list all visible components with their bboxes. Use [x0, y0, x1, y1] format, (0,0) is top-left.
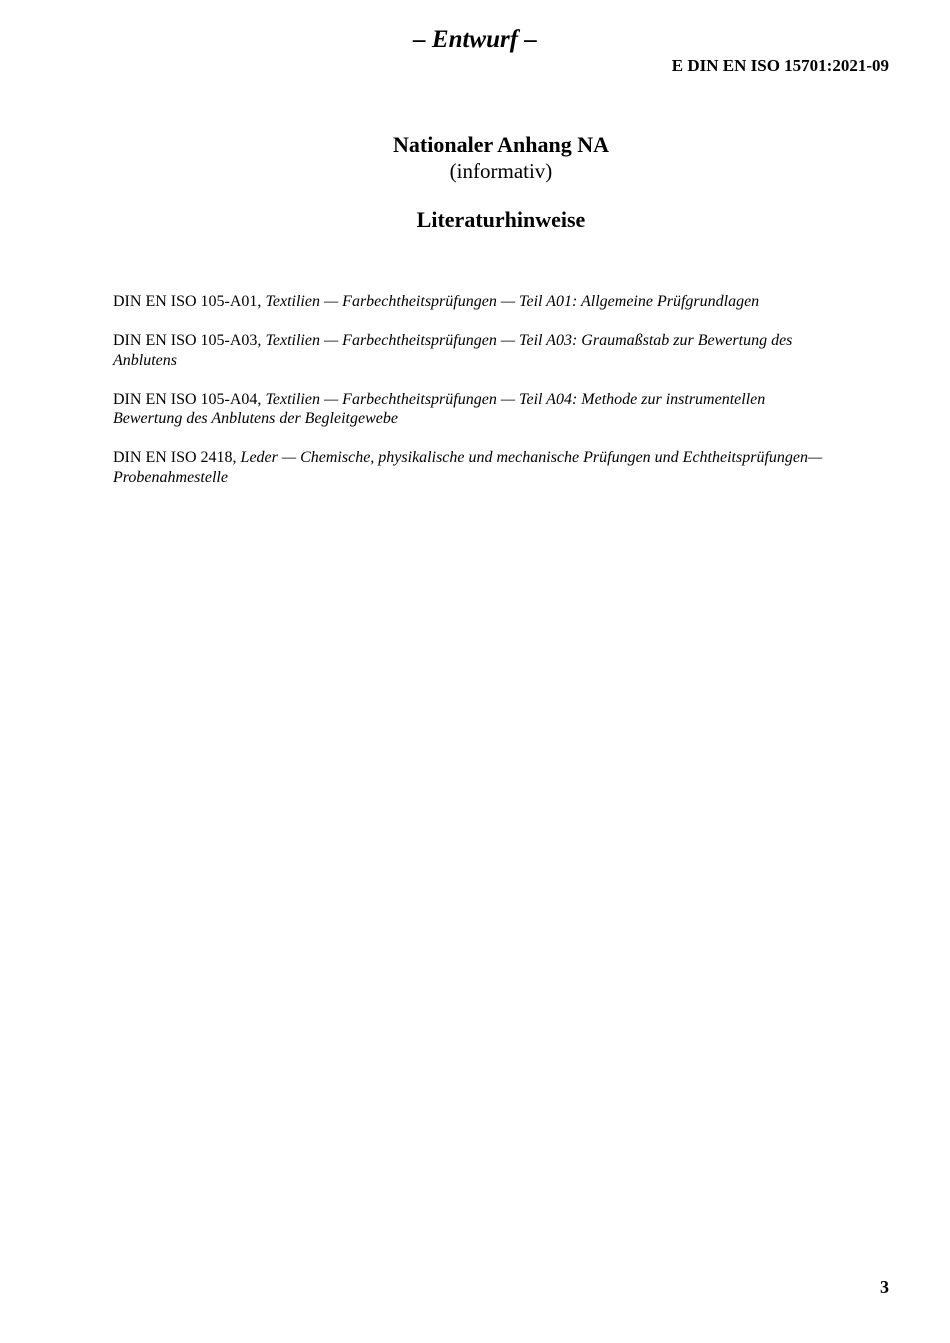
reference-title: Textilien — Farbechtheitsprüfungen — Teil A03: Graumaßstab zur Bewertung des	[265, 332, 793, 349]
annex-title: Nationaler Anhang NA	[393, 132, 609, 157]
reference-line	[113, 390, 889, 410]
reference-line	[113, 448, 889, 468]
reference-title-continuation: Bewertung des Anblutens der Begleitgewebe	[113, 410, 398, 427]
annex-subtitle: (informativ)	[449, 159, 553, 183]
draft-label: – Entwurf –	[413, 26, 537, 53]
reference-line	[113, 292, 889, 312]
reference-item	[113, 292, 889, 312]
reference-code: DIN EN ISO 105-A03,	[113, 332, 262, 349]
reference-title-continuation: Probenahmestelle	[113, 468, 228, 486]
reference-item	[113, 390, 889, 429]
reference-item	[113, 448, 889, 487]
reference-title: Textilien — Farbechtheitsprüfungen — Teil A01: Allgemeine Prüfgrundlagen	[265, 293, 760, 310]
reference-title-continuation: Anblutens	[113, 351, 177, 369]
reference-title: Textilien — Farbechtheitsprüfungen — Teil A04: Methode zur instrumentellen	[265, 390, 766, 408]
reference-code: DIN EN ISO 2418,	[113, 449, 237, 466]
document-id: E DIN EN ISO 15701:2021-09	[671, 56, 889, 75]
reference-item	[113, 331, 889, 370]
reference-code: DIN EN ISO 105-A01,	[113, 293, 262, 310]
reference-code: DIN EN ISO 105-A04,	[113, 390, 262, 408]
reference-title: Leder — Chemische, physikalische und mechanische Prüfungen und Echtheitsprüfungen—	[240, 449, 823, 466]
page-number: 3	[880, 1277, 889, 1297]
reference-list	[113, 292, 889, 507]
reference-line	[113, 331, 889, 351]
bibliography-title: Literaturhinweise	[416, 207, 586, 232]
